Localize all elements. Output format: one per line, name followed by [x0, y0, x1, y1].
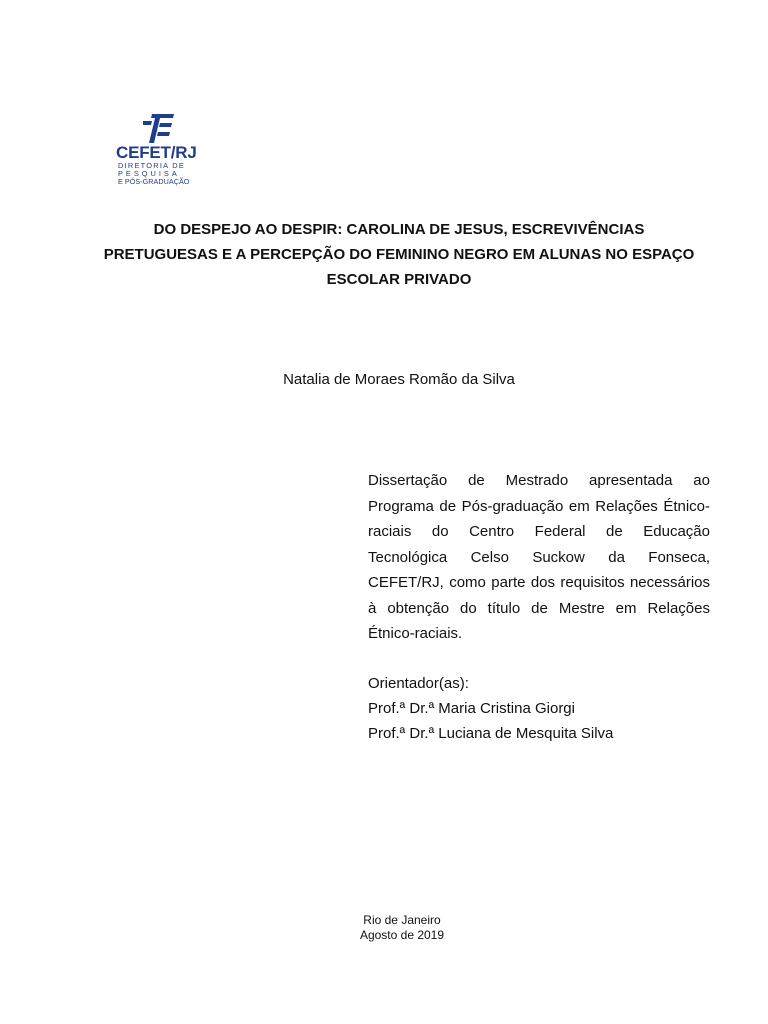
- date: Agosto de 2019: [359, 928, 445, 942]
- dissertation-description: Dissertação de Mestrado apresentada ao Programa de Pós-graduação em Relações Étnico-raciais do Centro Federal de Educação Tecnológica Celso Suckow da Fonseca, CEFET/RJ, como parte dos requisitos necessários à obtenção do título de Mestre em Relações Étnico-raciais.: [368, 472, 710, 642]
- cefet-logo-mark-icon: [143, 114, 175, 144]
- advisor-name: Prof.ª Dr.ª Maria Cristina Giorgi: [368, 700, 575, 717]
- advisors-label: Orientador(as):: [368, 675, 469, 692]
- place: Rio de Janeiro: [363, 913, 441, 927]
- author-name: Natalia de Moraes Romão da Silva: [283, 371, 515, 388]
- logo-name: CEFET/RJ: [116, 143, 197, 162]
- place-and-date: [300, 913, 504, 943]
- document-title: DO DESPEJO AO DESPIR: CAROLINA DE JESUS, ESCREVIVÊNCIAS PRETUGUESAS E A PERCEPÇÃO DO FEMININO NEGRO EM ALUNAS NO ESPAÇO ESCOLAR PRIVADO: [103, 221, 695, 288]
- cefet-rj-logo: [113, 114, 203, 190]
- advisor-name: Prof.ª Dr.ª Luciana de Mesquita Silva: [368, 725, 614, 742]
- logo-subtitle-line-2: PESQUISA: [118, 169, 180, 178]
- logo-subtitle-line-3: E PÓS-GRADUAÇÃO: [118, 177, 190, 186]
- logo-subtitle-line-1: DIRETORIA DE: [118, 161, 186, 170]
- advisors-block: [368, 671, 710, 746]
